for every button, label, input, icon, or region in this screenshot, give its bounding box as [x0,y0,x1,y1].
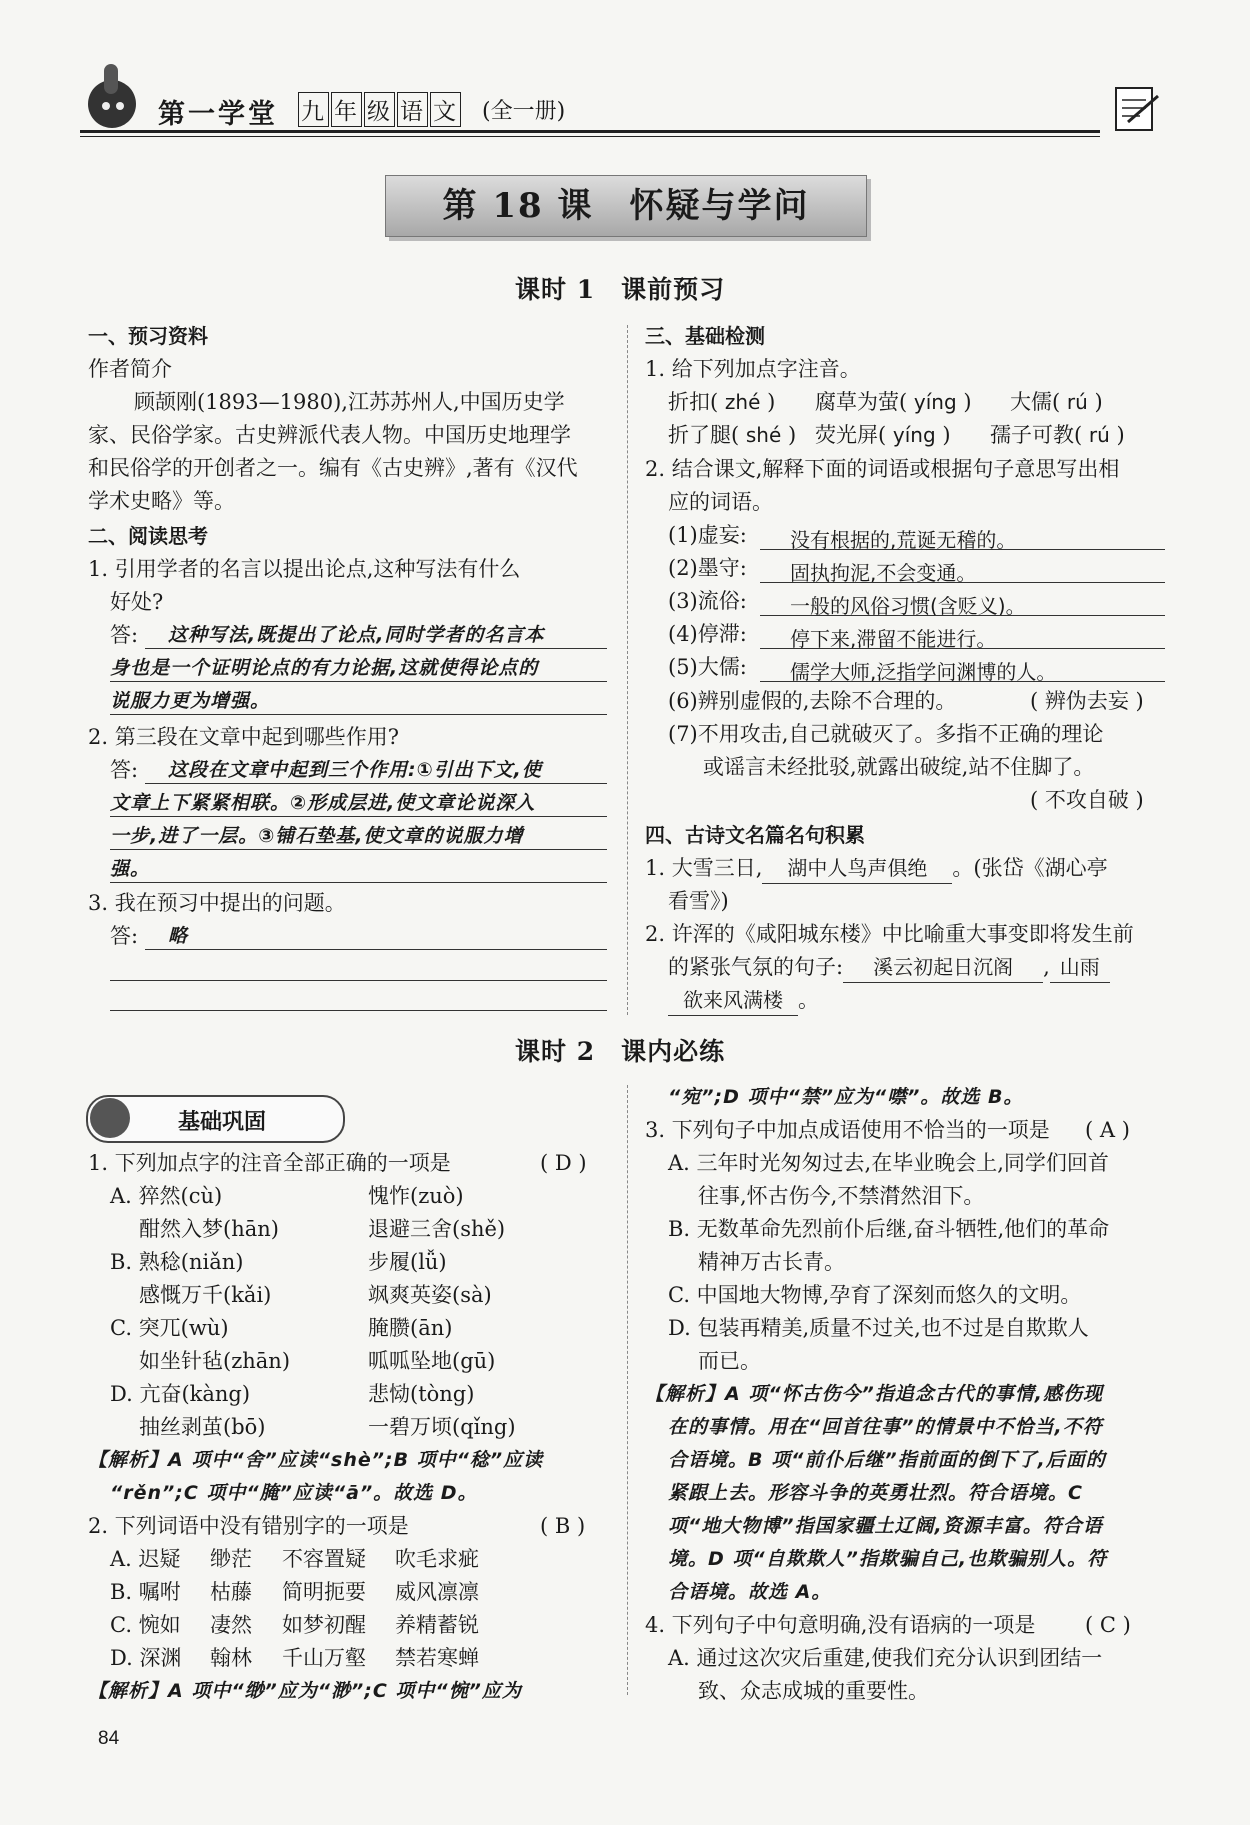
option-text: 养精蓄锐 [395,1613,479,1637]
answer-line [760,681,1165,682]
definition-answer: 儒学大师,泛指学问渊博的人。 [790,660,1057,684]
explanation-text: “宛”;D 项中“禁”应为“噤”。故选 B。 [668,1086,1024,1108]
option-text: 往事,怀古伤今,不禁潸然泪下。 [698,1184,985,1208]
question-answer: ( C ) [1085,1613,1131,1637]
answer-line [760,549,1165,550]
option-text: 缈茫 [210,1547,252,1571]
option-text: B. 无数革命先烈前仆后继,奋斗牺牲,他们的革命 [668,1217,1110,1241]
answer-text: 身也是一个证明论点的有力论据,这就使得论点的 [110,657,539,679]
definition-answer: 停下来,滞留不能进行。 [790,627,997,651]
explanation-text: 合语境。B 项“前仆后继”指前面的倒下了,后面的 [668,1449,1106,1471]
author-text-line: 家、民俗学家。古史辨派代表人物。中国历史地理学 [88,423,571,447]
poem-question: 欲来风满楼 。 [668,985,819,1016]
definition-answer: ( 不攻自破 ) [1030,788,1144,812]
question-text: 3. 我在预习中提出的问题。 [88,891,346,915]
option-text: A. 迟疑 [110,1547,181,1571]
header-rule-thin [80,136,1100,137]
explanation-text: 【解析】A 项“怀古伤今”指追念古代的事情,感伤现 [645,1383,1104,1405]
session-1-title: 课时 1 课前预习 [515,275,726,304]
section-reading-thinking: 二、阅读思考 [88,524,208,548]
definition-term: (5)大儒: [668,655,747,679]
definition-answer: ( 辨伪去妄 ) [1030,689,1144,713]
explanation-text: 【解析】A 项中“缈”应为“渺”;C 项中“惋”应为 [88,1680,522,1702]
question-text: 1. 下列加点字的注音全部正确的一项是 [88,1151,451,1175]
option-text: 枯藤 [210,1580,252,1604]
lesson-title: 第 18 课 怀疑与学问 [385,175,867,237]
pinyin-item: 折了腿( shé ) [668,423,797,447]
poem-question: 看雪》) [668,889,729,913]
option-text: 飒爽英姿(sà) [368,1283,492,1307]
option-text: 不容置疑 [282,1547,366,1571]
author-intro-heading: 作者简介 [88,357,172,381]
pinyin-item: 折扣( zhé ) [668,390,776,414]
poem-question: 2. 许浑的《咸阳城东楼》中比喻重大事变即将发生前 [645,922,1134,946]
definition-answer: 没有根据的,荒诞无稽的。 [790,528,1017,552]
definition-term: (2)墨守: [668,556,747,580]
header-rule [80,130,1100,133]
answer-text: 强。 [110,858,151,880]
answer-line [110,714,607,715]
question-answer: ( D ) [540,1151,587,1175]
explanation-text: 项“地大物博”指国家疆土辽阔,资源丰富。符合语 [668,1515,1103,1537]
option-text: 如坐针毡(zhān) [139,1349,291,1373]
option-text: 翰林 [210,1646,252,1670]
column-divider [627,1085,628,1695]
option-text: 退避三舍(shě) [368,1217,506,1241]
option-text: 威风凛凛 [395,1580,479,1604]
option-text: 凄然 [210,1613,252,1637]
answer-line [110,681,607,682]
section-preview-materials: 一、预习资料 [88,324,208,348]
question-text: 应的词语。 [668,490,773,514]
question-text: 1. 给下列加点字注音。 [645,357,861,381]
option-text: 禁若寒蝉 [395,1646,479,1670]
answer-line [110,849,607,850]
answer-line [110,980,607,981]
option-text: 步履(lǚ) [368,1250,447,1274]
answer-line [110,816,607,817]
thumbs-up-icon [82,60,150,136]
definition-term: (4)停滞: [668,622,747,646]
explanation-text: 在的事情。用在“回首往事”的情景中不恰当,不符 [668,1416,1103,1438]
option-text: D. 深渊 [110,1646,182,1670]
option-text: 腌臜(ān) [368,1316,453,1340]
answer-text: 略 [168,925,189,947]
explanation-text: 紧跟上去。形容斗争的英勇壮烈。符合语境。C [668,1482,1083,1504]
answer-text: 一步,进了一层。③铺石垫基,使文章的说服力增 [110,825,524,847]
question-text: 2. 结合课文,解释下面的词语或根据句子意思写出相 [645,457,1120,481]
answer-text: 这段在文章中起到三个作用:①引出下文,使 [168,759,542,781]
question-text: 3. 下列句子中加点成语使用不恰当的一项是 [645,1118,1050,1142]
answer-label: 答: [110,924,139,948]
answer-line [110,882,607,883]
definition-prompt: 或谣言未经批驳,就露出破绽,站不住脚了。 [703,755,1095,779]
option-text: 呱呱坠地(gū) [368,1349,496,1373]
option-text: 如梦初醒 [282,1613,366,1637]
column-divider [627,325,628,1015]
option-text: 简明扼要 [282,1580,366,1604]
explanation-text: 境。D 项“自欺欺人”指欺骗自己,也欺骗别人。符 [668,1548,1108,1570]
option-text: 吹毛求疵 [395,1547,479,1571]
option-text: 一碧万顷(qǐng) [368,1415,516,1439]
answer-line [145,949,607,950]
brand-title: 第一学堂 [158,99,278,130]
poem-question: 1. 大雪三日, 湖中人鸟声俱绝 。(张岱《湖心亭 [645,853,1108,884]
question-text: 1. 引用学者的名言以提出论点,这种写法有什么 [88,557,521,581]
option-text: 酣然入梦(hān) [139,1217,279,1241]
option-text: C. 突兀(wù) [110,1316,229,1340]
edition-label: (全一册) [482,99,566,124]
option-text: B. 熟稔(niǎn) [110,1250,244,1274]
section-basic-check: 三、基础检测 [645,324,765,348]
explanation-text: “rěn”;C 项中“腌”应读“ā”。故选 D。 [110,1482,478,1504]
definition-answer: 固执拘泥,不会变通。 [790,561,977,585]
option-text: 千山万壑 [282,1646,366,1670]
thumbs-up-icon [90,1098,130,1138]
pinyin-item: 孺子可教( rú ) [990,423,1125,447]
option-text: 而已。 [698,1349,761,1373]
definition-term: (3)流俗: [668,589,747,613]
answer-text: 文章上下紧紧相联。②形成层进,使文章论说深入 [110,792,536,814]
pinyin-item: 大儒( rú ) [1010,390,1103,414]
pinyin-item: 荧光屏( yíng ) [815,423,951,447]
option-text: B. 嘱咐 [110,1580,181,1604]
section-classic-poems: 四、古诗文名篇名句积累 [645,823,865,847]
option-text: A. 三年时光匆匆过去,在毕业晚会上,同学们回首 [668,1151,1109,1175]
answer-line [760,582,1165,583]
answer-label: 答: [110,758,139,782]
option-text: C. 惋如 [110,1613,181,1637]
answer-line [145,648,607,649]
author-text-line: 学术史略》等。 [88,489,235,513]
session-2-title: 课时 2 课内必练 [515,1037,726,1066]
option-text: 愧怍(zuò) [368,1184,464,1208]
answer-text: 这种写法,既提出了论点,同时学者的名言本 [168,624,545,646]
poem-question: 的紧张气氛的句子: 溪云初起日沉阁 , 山雨 [668,952,1110,983]
option-text: A. 猝然(cù) [110,1184,223,1208]
question-text: 好处? [110,590,164,614]
definition-term: (1)虚妄: [668,523,747,547]
author-text-line: 和民俗学的开创者之一。编有《古史辨》,著有《汉代 [88,456,578,480]
author-text-line: 顾颉刚(1893—1980),江苏苏州人,中国历史学 [134,390,565,414]
page-number: 84 [98,1728,120,1749]
answer-line [145,783,607,784]
question-answer: ( A ) [1085,1118,1130,1142]
pinyin-item: 腐草为萤( yíng ) [815,390,972,414]
option-text: 精神万古长青。 [698,1250,845,1274]
option-text: D. 亢奋(kàng) [110,1382,251,1406]
grade-subject: 九 年 级 语 文 [298,92,463,127]
answer-label: 答: [110,623,139,647]
definition-answer: 一般的风俗习惯(含贬义)。 [790,594,1026,618]
definition-prompt: (7)不用攻击,自己就破灭了。多指不正确的理论 [668,722,1104,746]
notebook-pencil-icon [1110,82,1162,134]
option-text: 悲恸(tòng) [368,1382,475,1406]
definition-prompt: (6)辨别虚假的,去除不合理的。 [668,689,957,713]
question-text: 4. 下列句子中句意明确,没有语病的一项是 [645,1613,1036,1637]
answer-line [760,615,1165,616]
explanation-text: 合语境。故选 A。 [668,1581,832,1603]
explanation-text: 【解析】A 项中“舍”应读“shè”;B 项中“稔”应读 [88,1449,544,1471]
option-text: 致、众志成城的重要性。 [698,1679,929,1703]
answer-line [760,648,1165,649]
option-text: A. 通过这次灾后重建,使我们充分认识到团结一 [668,1646,1103,1670]
answer-line [110,1010,607,1011]
option-text: 感慨万千(kǎi) [139,1283,272,1307]
option-text: 抽丝剥茧(bō) [139,1415,266,1439]
question-text: 2. 第三段在文章中起到哪些作用? [88,725,399,749]
question-answer: ( B ) [540,1514,586,1538]
question-text: 2. 下列词语中没有错别字的一项是 [88,1514,409,1538]
option-text: D. 包装再精美,质量不过关,也不过是自欺欺人 [668,1316,1089,1340]
basic-consolidation-badge: 基础巩固 [86,1095,345,1143]
option-text: C. 中国地大物博,孕育了深刻而悠久的文明。 [668,1283,1082,1307]
answer-text: 说服力更为增强。 [110,690,271,712]
page-header [80,60,1170,140]
